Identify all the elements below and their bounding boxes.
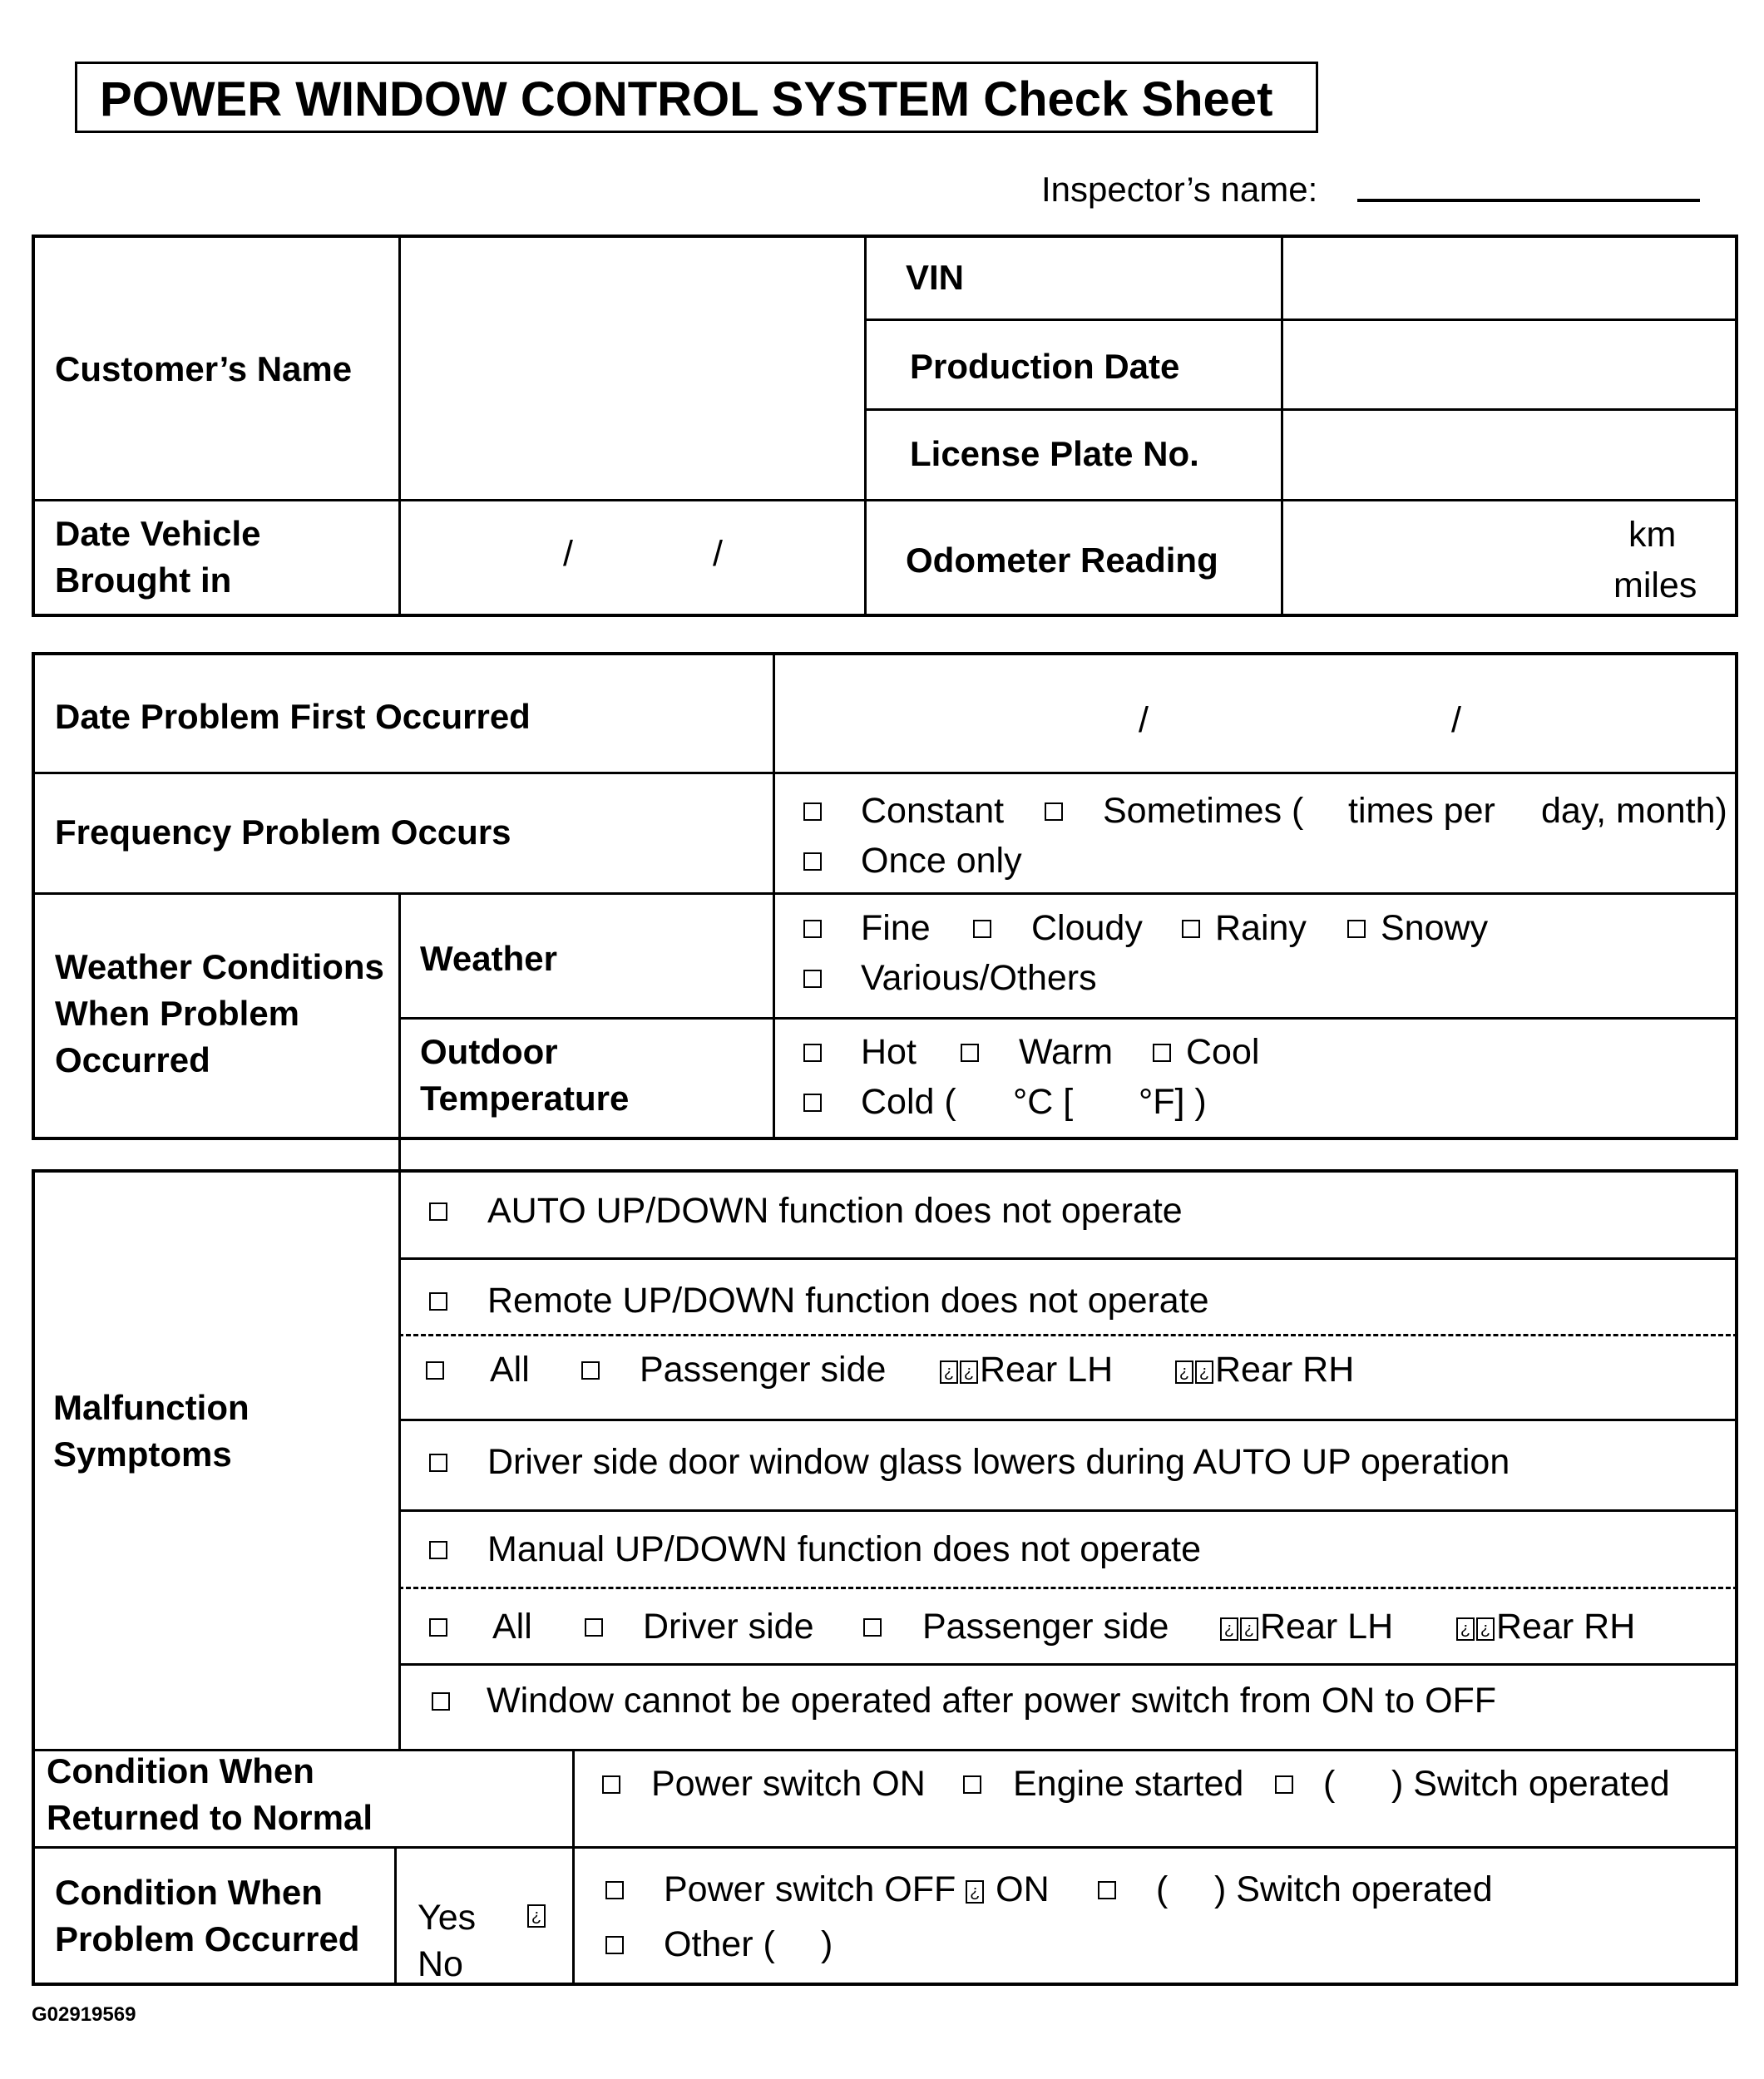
power-on-checkbox[interactable]	[602, 1775, 620, 1794]
engine-started-label: Engine started	[1013, 1764, 1244, 1804]
warm-checkbox[interactable]	[961, 1044, 979, 1062]
degrees-c-label: °C [	[1013, 1082, 1074, 1122]
power-on-target-label: ON	[996, 1869, 1050, 1909]
manual-rear-rh-label: Rear RH	[1496, 1607, 1636, 1647]
unknown-glyph-icon: ¿	[1456, 1617, 1475, 1641]
unknown-glyph-icon: ¿	[940, 1360, 958, 1384]
paren-close: )	[821, 1924, 833, 1964]
unknown-glyph-icon: ¿	[1220, 1617, 1238, 1641]
unknown-glyph-icon: ¿	[960, 1360, 978, 1384]
customer-name-label: Customer’s Name	[55, 349, 353, 388]
unknown-glyph-icon: ¿	[1175, 1360, 1193, 1384]
malfunction-symptoms-label-1: Malfunction	[53, 1388, 250, 1427]
weather-conditions-label-1: Weather Conditions	[55, 947, 384, 986]
license-plate-field[interactable]	[1284, 412, 1735, 498]
engine-started-checkbox[interactable]	[963, 1775, 981, 1794]
date-slash: /	[1139, 700, 1149, 740]
manual-all-label: All	[492, 1607, 532, 1647]
other-label: Other (	[664, 1924, 775, 1964]
remote-rear-rh-option[interactable]	[1175, 1348, 1354, 1393]
snowy-label: Snowy	[1381, 908, 1489, 948]
manual-rear-lh-option[interactable]	[1220, 1605, 1393, 1650]
fine-label: Fine	[861, 908, 931, 948]
returned-normal-label-2: Returned to Normal	[47, 1798, 373, 1837]
weather-label: Weather	[420, 939, 557, 978]
day-month-label: day, month)	[1541, 791, 1727, 831]
page-title: POWER WINDOW CONTROL SYSTEM Check Sheet	[100, 72, 1273, 126]
unknown-glyph-icon: ¿	[527, 1904, 546, 1928]
date-slash: /	[1451, 700, 1461, 740]
hot-label: Hot	[861, 1032, 917, 1072]
remote-passenger-side-label: Passenger side	[640, 1350, 887, 1390]
returned-normal-label-1: Condition When	[47, 1751, 314, 1790]
power-on-label: Power switch ON	[651, 1764, 926, 1804]
returned-switch-operated-label: ) Switch operated	[1391, 1764, 1670, 1804]
degrees-f-label: °F] )	[1139, 1082, 1207, 1122]
arrow-icon: ¿	[966, 1880, 984, 1904]
inspector-label: Inspector’s name:	[1041, 170, 1318, 209]
constant-checkbox[interactable]	[803, 802, 822, 821]
remote-passenger-side-checkbox[interactable]	[581, 1361, 600, 1380]
odometer-km-unit: km	[1628, 515, 1677, 555]
date-brought-in-label-1: Date Vehicle	[55, 514, 261, 553]
warm-label: Warm	[1019, 1032, 1114, 1072]
production-date-label: Production Date	[910, 347, 1180, 386]
cool-checkbox[interactable]	[1153, 1044, 1171, 1062]
glass-lowers-checkbox[interactable]	[429, 1454, 447, 1472]
paren-open: (	[1323, 1764, 1336, 1804]
production-date-field[interactable]	[1284, 322, 1735, 407]
outdoor-temperature-label-2: Temperature	[420, 1079, 630, 1118]
yes-label: Yes	[418, 1898, 477, 1938]
date-brought-in-label-2: Brought in	[55, 560, 232, 600]
problem-occurred-label-2: Problem Occurred	[55, 1919, 360, 1958]
unknown-glyph-icon: ¿	[1240, 1617, 1258, 1641]
manual-passenger-side-label: Passenger side	[922, 1607, 1169, 1647]
snowy-checkbox[interactable]	[1347, 920, 1366, 938]
fine-checkbox[interactable]	[803, 920, 822, 938]
cold-checkbox[interactable]	[803, 1094, 822, 1112]
power-off-to-on-option	[664, 1868, 1050, 1913]
cannot-operate-checkbox[interactable]	[432, 1692, 450, 1711]
returned-switch-operated-checkbox[interactable]	[1275, 1775, 1293, 1794]
no-label: No	[418, 1944, 463, 1984]
unknown-glyph-icon: ¿	[1476, 1617, 1495, 1641]
occurred-switch-operated-checkbox[interactable]	[1098, 1881, 1116, 1899]
inspector-name-field[interactable]	[1357, 199, 1700, 202]
once-only-label: Once only	[861, 841, 1022, 881]
cloudy-label: Cloudy	[1031, 908, 1143, 948]
manual-rear-lh-label: Rear LH	[1260, 1607, 1394, 1647]
remote-rear-rh-label: Rear RH	[1215, 1350, 1355, 1390]
remote-rear-lh-option[interactable]	[940, 1348, 1113, 1393]
date-first-occurred-label: Date Problem First Occurred	[55, 697, 531, 736]
manual-updown-checkbox[interactable]	[429, 1541, 447, 1559]
sometimes-label: Sometimes (	[1103, 791, 1304, 831]
date-slash: /	[713, 534, 723, 574]
remote-all-label: All	[490, 1350, 530, 1390]
figure-id: G02919569	[32, 2003, 136, 2026]
unknown-glyph-icon: ¿	[1195, 1360, 1213, 1384]
customer-name-field[interactable]	[402, 238, 863, 498]
other-checkbox[interactable]	[605, 1936, 624, 1954]
frequency-label: Frequency Problem Occurs	[55, 812, 511, 852]
vin-field[interactable]	[1284, 238, 1735, 318]
times-per-label: times per	[1348, 791, 1495, 831]
occurred-switch-operated-label: ) Switch operated	[1214, 1869, 1493, 1909]
license-plate-label: License Plate No.	[910, 434, 1199, 473]
cold-label: Cold (	[861, 1082, 956, 1122]
auto-updown-checkbox[interactable]	[429, 1202, 447, 1221]
manual-updown-label: Manual UP/DOWN function does not operate	[487, 1529, 1202, 1569]
power-off-label: Power switch OFF	[664, 1869, 956, 1909]
cannot-operate-label: Window cannot be operated after power switch from ON to OFF	[487, 1681, 1497, 1721]
cloudy-checkbox[interactable]	[973, 920, 991, 938]
weather-conditions-label-2: When Problem	[55, 994, 300, 1033]
remote-updown-checkbox[interactable]	[429, 1292, 447, 1311]
weather-conditions-label-3: Occurred	[55, 1040, 210, 1079]
manual-all-checkbox[interactable]	[429, 1618, 447, 1637]
vin-label: VIN	[906, 258, 965, 297]
once-only-checkbox[interactable]	[803, 852, 822, 871]
remote-updown-label: Remote UP/DOWN function does not operate	[487, 1281, 1209, 1321]
constant-label: Constant	[861, 791, 1005, 831]
rainy-label: Rainy	[1215, 908, 1307, 948]
various-others-label: Various/Others	[861, 958, 1097, 998]
cool-label: Cool	[1186, 1032, 1260, 1072]
odometer-miles-unit: miles	[1613, 565, 1697, 605]
hot-checkbox[interactable]	[803, 1044, 822, 1062]
manual-passenger-side-checkbox[interactable]	[863, 1618, 882, 1637]
outdoor-temperature-label-1: Outdoor	[420, 1032, 558, 1071]
various-others-checkbox[interactable]	[803, 970, 822, 988]
remote-rear-lh-label: Rear LH	[980, 1350, 1114, 1390]
sometimes-checkbox[interactable]	[1045, 802, 1063, 821]
malfunction-symptoms-label-2: Symptoms	[53, 1435, 232, 1474]
manual-driver-side-label: Driver side	[643, 1607, 814, 1647]
remote-all-checkbox[interactable]	[426, 1361, 444, 1380]
auto-updown-label: AUTO UP/DOWN function does not operate	[487, 1191, 1183, 1231]
manual-rear-rh-option[interactable]	[1456, 1605, 1635, 1650]
odometer-label: Odometer Reading	[906, 541, 1218, 580]
problem-occurred-label-1: Condition When	[55, 1873, 323, 1912]
power-off-on-checkbox[interactable]	[605, 1881, 624, 1899]
glass-lowers-label: Driver side door window glass lowers during AUTO UP operation	[487, 1442, 1510, 1482]
rainy-checkbox[interactable]	[1182, 920, 1200, 938]
paren-open: (	[1156, 1869, 1169, 1909]
manual-driver-side-checkbox[interactable]	[585, 1618, 603, 1637]
date-slash: /	[563, 534, 573, 574]
